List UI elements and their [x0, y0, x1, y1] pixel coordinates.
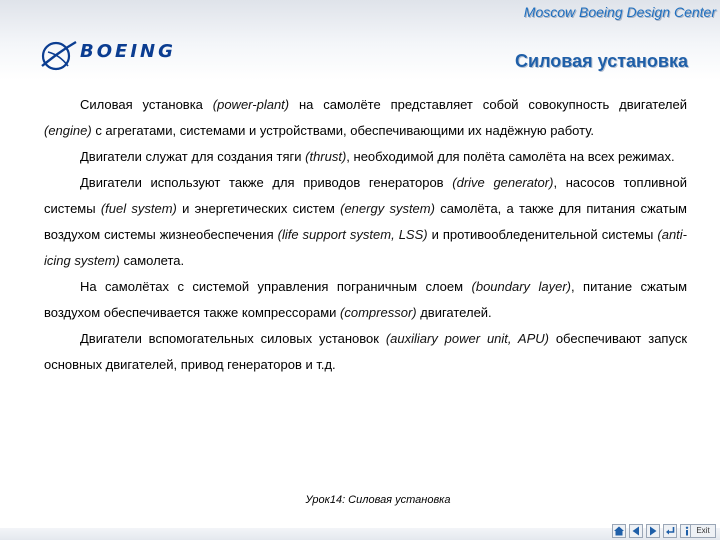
paragraph-1	[44, 92, 687, 144]
slide-title: Силовая установка	[515, 51, 688, 71]
center-name: Moscow Boeing Design Center	[523, 4, 716, 20]
text: Двигатели вспомогательных силовых установок	[80, 331, 386, 346]
text: с агрегатами, системами и устройствами, обеспечивающими их надёжную работу.	[91, 123, 595, 138]
back-icon[interactable]	[629, 524, 643, 538]
term: (power-plant)	[212, 97, 290, 112]
text: и противообледенительной системы	[427, 227, 658, 242]
term: (auxiliary power unit, APU)	[385, 331, 549, 346]
return-icon[interactable]	[663, 524, 677, 538]
boeing-logo	[38, 36, 198, 76]
term: (anti-icing system)	[44, 227, 688, 268]
term: (energy system)	[340, 201, 435, 216]
text: обеспечивают запуск основных двигателей, привод генераторов и т.д.	[44, 331, 688, 372]
forward-icon[interactable]	[646, 524, 660, 538]
term: (drive generator)	[452, 175, 554, 190]
boeing-logo-icon	[38, 36, 78, 76]
text: и энергетических систем	[176, 201, 341, 216]
term: (engine)	[44, 123, 92, 138]
term: (boundary layer)	[471, 279, 571, 294]
term: (life support system, LSS)	[277, 227, 428, 242]
term: (compressor)	[340, 305, 417, 320]
term: (thrust)	[305, 149, 347, 164]
text: , необходимой для полёта самолёта на всех режимах.	[346, 149, 675, 164]
paragraph-4	[44, 274, 687, 326]
lesson-footer: Урок14: Силовая установка	[305, 494, 451, 506]
home-icon[interactable]	[612, 524, 626, 538]
text: На самолётах с системой управления пограничным слоем	[80, 279, 472, 294]
exit-button[interactable]: Exit	[690, 524, 716, 538]
paragraph-5	[44, 326, 687, 378]
text: , питание сжатым воздухом обеспечивается также компрессорами	[44, 279, 688, 320]
text: Двигатели используют также для приводов генераторов	[80, 175, 453, 190]
text: самолета.	[119, 253, 185, 268]
text: Силовая установка	[80, 97, 213, 112]
text: самолёта, а также для питания сжатым воздухом системы жизнеобеспечения	[44, 201, 687, 242]
slide-content	[44, 92, 687, 378]
text: на самолёте представляет собой совокупность двигателей	[289, 97, 687, 112]
logo-wordmark: BOEING	[80, 41, 176, 62]
text: двигателей.	[416, 305, 492, 320]
paragraph-2	[44, 144, 687, 170]
text: Двигатели служат для создания тяги	[80, 149, 306, 164]
term: (fuel system)	[100, 201, 177, 216]
paragraph-3	[44, 170, 687, 274]
text: , насосов топливной системы	[44, 175, 687, 216]
